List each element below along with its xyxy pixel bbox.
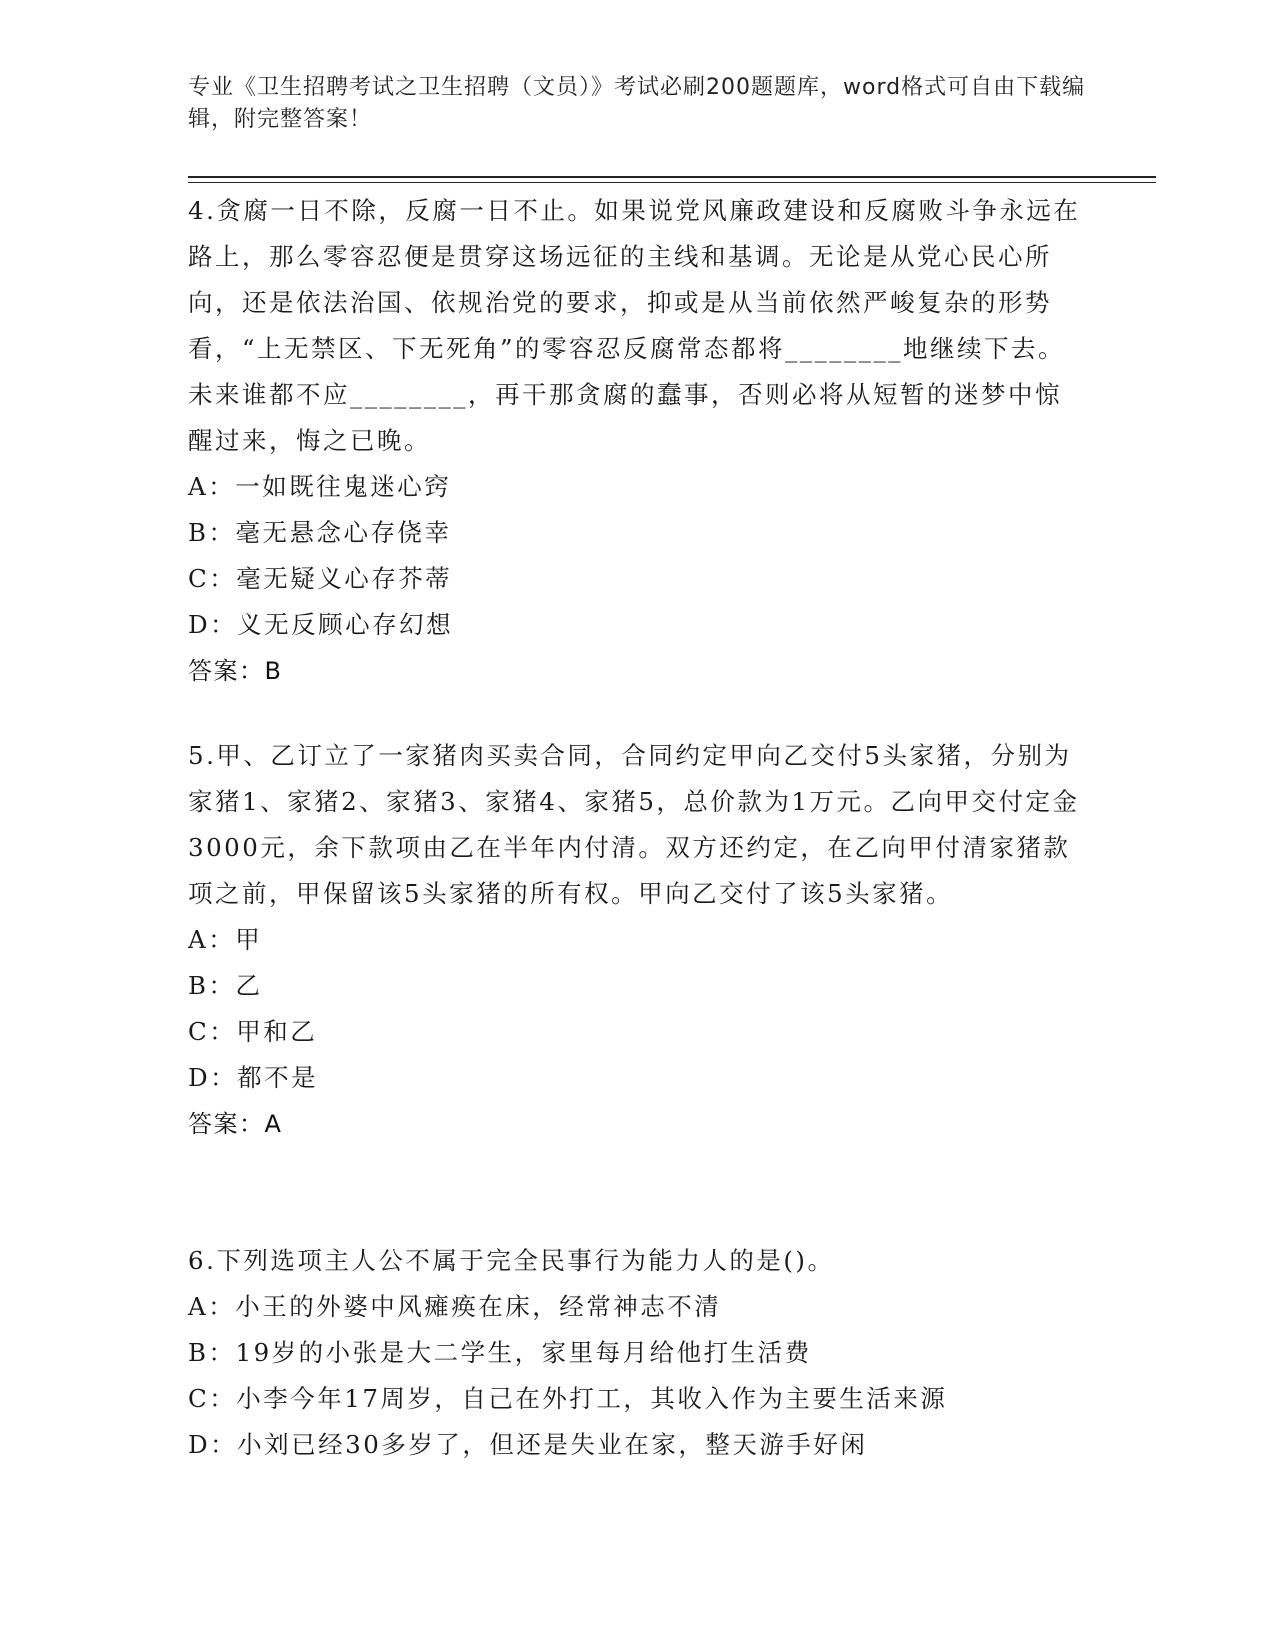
option-b: B：乙: [188, 971, 263, 1000]
question-4: [188, 188, 1088, 694]
question-stem: 6.下列选项主人公不属于完全民事行为能力人的是()。: [188, 1246, 835, 1275]
option-c: C：毫无疑义心存芥蒂: [188, 564, 453, 593]
question-6: [188, 1238, 1088, 1468]
question-stem: 4.贪腐一日不除，反腐一日不止。如果说党风廉政建设和反腐败斗争永远在路上，那么零容忍便是贯穿这场远征的主线和基调。无论是从党心民心所向，还是依法治国、依规治党的要求，抑或是从当前依然严峻复杂的形势看，“上无禁区、下无死角”的零容忍反腐常态都将________地继续下去。未来谁都不应________，再干那贪腐的蠢事，否则必将从短暂的迷梦中惊醒过来，悔之已晚。: [188, 196, 1081, 455]
option-c: C：小李今年17周岁，自己在外打工，其收入作为主要生活来源: [188, 1384, 948, 1413]
option-a: A：小王的外婆中风瘫痪在床，经常神志不清: [188, 1292, 722, 1321]
answer: 答案：A: [188, 1110, 283, 1138]
option-d: D：都不是: [188, 1063, 319, 1092]
page-header: 专业《卫生招聘考试之卫生招聘（文员）》考试必刷200题题库，word格式可自由下载编辑，附完整答案！: [188, 75, 1086, 132]
option-a: A：甲: [188, 925, 263, 954]
question-stem: 5.甲、乙订立了一家猪肉买卖合同，合同约定甲向乙交付5头家猪，分别为家猪1、家猪2、家猪3、家猪4、家猪5，总价款为1万元。乙向甲交付定金3000元，余下款项由乙在半年内付清。双方还约定，在乙向甲付清家猪款项之前，甲保留该5头家猪的所有权。甲向乙交付了该5头家猪。: [188, 741, 1080, 908]
answer: 答案：B: [188, 657, 283, 685]
question-5: [188, 733, 1088, 1147]
option-b: B：毫无悬念心存侥幸: [188, 518, 452, 547]
option-b: B：19岁的小张是大二学生，家里每月给他打生活费: [188, 1338, 812, 1367]
option-d: D：小刘已经30多岁了，但还是失业在家，整天游手好闲: [188, 1430, 868, 1459]
option-d: D：义无反顾心存幻想: [188, 610, 454, 639]
header-divider: [188, 176, 1156, 178]
option-a: A：一如既往鬼迷心窍: [188, 472, 452, 501]
option-c: C：甲和乙: [188, 1017, 318, 1046]
header-divider-thin: [188, 182, 1156, 183]
